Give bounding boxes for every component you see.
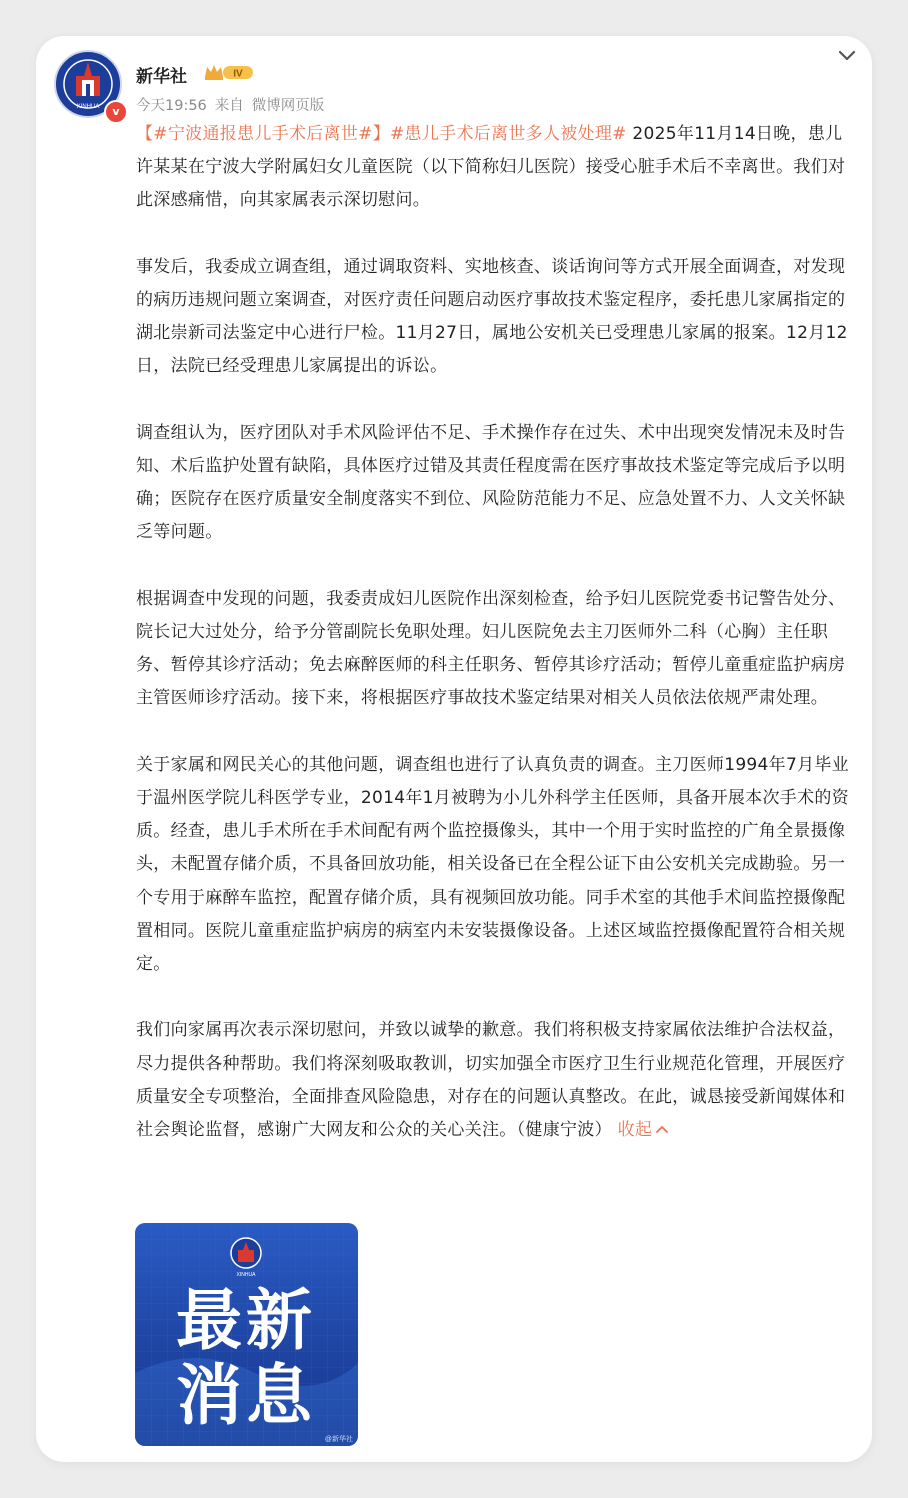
post-source[interactable]: 微博网页版 <box>251 98 325 114</box>
chevron-down-icon[interactable] <box>836 46 858 64</box>
chevron-up-icon <box>655 1123 669 1135</box>
svg-text:XINHUA: XINHUA <box>76 104 100 110</box>
verified-badge-icon: v <box>104 100 128 124</box>
paragraph: 事发后，我委成立调查组，通过调取资料、实地核查、谈话询问等方式开展全面调查，对发现的病历违规问题立案调查，对医疗责任问题启动医疗事故技术鉴定程序，委托患儿家属指定的湖北崇新司法鉴定中心进行尸检。11月27日，属地公安机关已受理患儿家属的报案。12月12日，法院已经受理患儿家属提出的诉讼。 <box>136 256 848 377</box>
crown-icon <box>205 65 223 77</box>
collapse-label: 收起 <box>617 1120 653 1141</box>
collapse-link[interactable] <box>618 1120 670 1140</box>
image-watermark: @新华社 <box>324 1436 353 1443</box>
svg-text:IV: IV <box>233 68 243 80</box>
post-meta <box>136 94 332 115</box>
latest-news-image <box>135 1223 358 1446</box>
topic-tag-link[interactable]: #患儿手术后离世多人被处理# <box>390 124 627 144</box>
author-name[interactable]: 新华社 <box>136 67 187 87</box>
source-prefix: 来自 <box>214 98 244 114</box>
paragraph: 调查组认为，医疗团队对手术风险评估不足、手术操作存在过失、术中出现突发情况未及时告知、术后监护处置有缺陷，具体医疗过错及其责任程度需在医疗事故技术鉴定等完成后予以明确；医院存在医疗质量安全制度落实不到位、风险防范能力不足、应急处置不力、人文关怀缺乏等问题。 <box>136 422 846 543</box>
paragraph <box>136 118 856 218</box>
paragraph-text: 我们向家属再次表示深切慰问，并致以诚挚的歉意。我们将积极支持家属依法维护合法权益，尽力提供各种帮助。我们将深刻吸取教训，切实加强全市医疗卫生行业规范化管理，开展医疗质量安全专项整治，全面排查风险隐患，对存在的问题认真整改。在此，诚恳接受新闻媒体和社会舆论监督，感谢广大网友和公众的关心关注。（健康宁波） <box>136 1020 846 1141</box>
paragraph: 关于家属和网民关心的其他问题，调查组也进行了认真负责的调查。主刀医师1994年7月毕业于温州医学院儿科医学专业，2014年1月被聘为小儿外科学主任医师，具备开展本次手术的资质。经查，患儿手术所在手术间配有两个监控摄像头，其中一个用于实时监控的广角全景摄像头，未配置存储介质，不具备回放功能，相关设备已在全程公证下由公安机关完成勘验。另一个专用于麻醉车监控，配置存储介质，具有视频回放功能。同手术室的其他手术间监控摄像配置相同。医院儿童重症监护病房的病室内未安装摄像设备。上述区域监控摄像配置符合相关规定。 <box>136 754 849 975</box>
post-time[interactable]: 今天19:56 <box>136 98 207 114</box>
post-image[interactable] <box>135 1223 358 1446</box>
paragraph: 根据调查中发现的问题，我委责成妇儿医院作出深刻检查，给予妇儿医院党委书记警告处分、院长记大过处分，给予分管副院长免职处理。妇儿医院免去主刀医师外二科（心胸）主任职务、暂停其诊疗活动；免去麻醉医师的科主任职务、暂停其诊疗活动；暂停儿童重症监护病房主管医师诊疗活动。接下来，将根据医疗事故技术鉴定结果对相关人员依法依规严肃处理。 <box>136 588 846 709</box>
paragraph-text: 2025年11月14日晚，患儿许某某在宁波大学附属妇女儿童医院（以下简称妇儿医院）接受心脏手术后不幸离世。我们对此深感痛惜，向其家属表示深切慰问。 <box>136 124 846 211</box>
level-badge <box>203 63 255 81</box>
image-headline-2: 消息 <box>176 1357 316 1434</box>
svg-text:XINHUA: XINHUA <box>236 1272 256 1278</box>
paragraph <box>136 1014 856 1147</box>
image-headline-1: 最新 <box>176 1282 316 1359</box>
post-body <box>136 118 856 1147</box>
topic-tag-link[interactable]: 【#宁波通报患儿手术后离世#】 <box>136 124 390 144</box>
